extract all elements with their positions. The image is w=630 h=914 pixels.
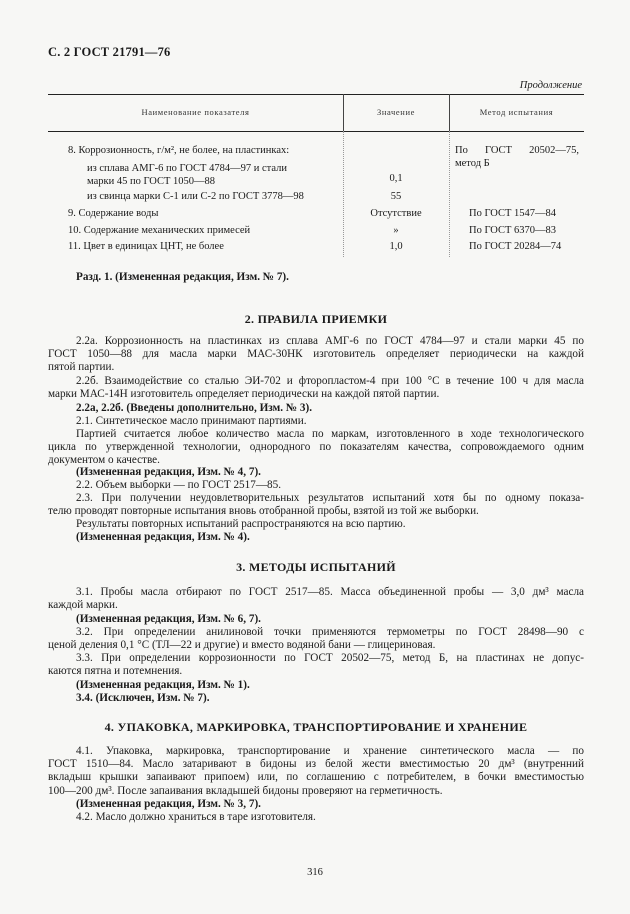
para-3-1-line2: каждой марки. bbox=[48, 599, 118, 612]
section3-title: 3. МЕТОДЫ ИСПЫТАНИЙ bbox=[236, 560, 396, 574]
para-3-3-line1: 3.3. При определении коррозионности по ГОСТ 20502—75, метод Б, на пластинах не допус- bbox=[76, 652, 584, 664]
table-header-rule bbox=[48, 131, 584, 132]
row11-method: По ГОСТ 20284—74 bbox=[469, 241, 562, 252]
row11-value: 1,0 bbox=[389, 241, 403, 252]
para-2-2a-line3: пятой партии. bbox=[48, 361, 115, 374]
note-3-7: (Измененная редакция, Изм. № 3, 7). bbox=[76, 798, 261, 810]
para-2-3-line2: телю проводят повторные испытания вновь отобранной пробы, взятой из той же выборки. bbox=[48, 505, 479, 518]
para-2-2b bbox=[48, 375, 584, 401]
row10-value: » bbox=[393, 225, 399, 236]
note-1: (Измененная редакция, Изм. № 1). bbox=[76, 679, 250, 691]
note-6-7: (Измененная редакция, Изм. № 6, 7). bbox=[76, 613, 261, 625]
para-3-2 bbox=[48, 626, 584, 652]
para-party-line3: документом о качестве. bbox=[48, 454, 160, 467]
row8-sub2-line1: из свинца марки С-1 или С-2 по ГОСТ 3778—98 bbox=[87, 191, 304, 202]
section1-amendment-note: Разд. 1. (Измененная редакция, Изм. № 7). bbox=[76, 271, 289, 283]
para-3-3 bbox=[48, 652, 584, 678]
para-2-2b-line2: марки МАС-14Н изготовитель определяет периодически на каждой пятой партии. bbox=[48, 388, 440, 401]
para-party bbox=[48, 428, 584, 468]
row8-sub1-line2: марки 45 по ГОСТ 1050—88 bbox=[87, 176, 216, 187]
row9-method: По ГОСТ 1547—84 bbox=[469, 208, 557, 219]
column-header-value: Значение bbox=[377, 107, 415, 117]
para-4-1-line3: вкладыш крышки запаивают припоем) или, по соглашению с потребителем, в бочки вместимостью bbox=[48, 771, 584, 784]
row8-sub2-value: 55 bbox=[390, 191, 402, 202]
row8-method-line2: метод Б bbox=[455, 158, 490, 169]
para-2-1: 2.1. Синтетическое масло принимают партиями. bbox=[76, 415, 307, 427]
para-3-4: 3.4. (Исключен, Изм. № 7). bbox=[76, 692, 210, 704]
section4-title: 4. УПАКОВКА, МАРКИРОВКА, ТРАНСПОРТИРОВАНИЕ И ХРАНЕНИЕ bbox=[104, 720, 528, 734]
para-2-2b-line1: 2.2б. Взаимодействие со сталью ЭИ-702 и фторопластом-4 при 100 °С в течение 100 ч для масла bbox=[76, 375, 584, 387]
row10-name: 10. Содержание механических примесей bbox=[68, 225, 251, 236]
page-header: С. 2 ГОСТ 21791—76 bbox=[48, 45, 171, 59]
para-party-line2: цикла по утвержденной технологии, однородного по показателям качества, сопровождаемого одним bbox=[48, 441, 584, 454]
para-4-1-line4: 100—200 дм³. После запаивания вкладышей бидоны проверяют на герметичность. bbox=[48, 784, 443, 797]
para-3-2-line1: 3.2. При определении анилиновой точки применяются термометры по ГОСТ 28498—90 с bbox=[76, 626, 584, 638]
para-4-2: 4.2. Масло должно храниться в таре изготовителя. bbox=[76, 811, 316, 823]
page-number: 316 bbox=[307, 867, 323, 878]
row8-name: 8. Коррозионность, г/м², не более, на пластинках: bbox=[68, 145, 290, 156]
para-3-1 bbox=[48, 586, 584, 612]
para-2-2: 2.2. Объем выборки — по ГОСТ 2517—85. bbox=[76, 479, 282, 491]
column-header-name: Наименование показателя bbox=[141, 107, 250, 117]
para-2-2a-line1: 2.2а. Коррозионность на пластинках из сплава АМГ-6 по ГОСТ 4784—97 и стали марки 45 по bbox=[76, 335, 584, 347]
para-2-3 bbox=[48, 492, 584, 518]
para-2-2a bbox=[48, 335, 584, 375]
para-party-line1: Партией считается любое количество масла по маркам, изготовленного в ходе технологического bbox=[76, 428, 584, 440]
para-3-3-line2: каются пятна и потемнения. bbox=[48, 665, 183, 678]
para-3-2-line2: ценой деления 0,1 °С (ТЛ—22 и другие) и вместо водяной бани — глицериновая. bbox=[48, 639, 436, 652]
table-top-rule bbox=[48, 94, 584, 95]
para-results: Результаты повторных испытаний распространяются на всю партию. bbox=[76, 518, 406, 530]
row11-name: 11. Цвет в единицах ЦНТ, не более bbox=[68, 241, 224, 252]
para-2-2a-line2: ГОСТ 1050—88 для масла марки МАС-30НК изготовитель определяет периодически на каждой bbox=[48, 348, 584, 361]
para-3-1-line1: 3.1. Пробы масла отбирают по ГОСТ 2517—85. Масса объединенной пробы — 3,0 дм³ масла bbox=[76, 586, 584, 598]
row8-method-line1: По ГОСТ 20502—75, bbox=[455, 145, 579, 156]
note-2-2: 2.2а, 2.2б. (Введены дополнительно, Изм. № 3). bbox=[76, 402, 313, 414]
note-4-7: (Измененная редакция, Изм. № 4, 7). bbox=[76, 466, 261, 478]
para-4-1-line1: 4.1. Упаковка, маркировка, транспортирование и хранение синтетического масла — по bbox=[76, 745, 584, 757]
continuation-label: Продолжение bbox=[519, 80, 582, 91]
table-col-divider bbox=[449, 131, 450, 257]
section2-title: 2. ПРАВИЛА ПРИЕМКИ bbox=[244, 312, 388, 326]
para-2-3-line1: 2.3. При получении неудовлетворительных результатов испытаний хотя бы по одному показа- bbox=[76, 492, 584, 504]
note-4: (Измененная редакция, Изм. № 4). bbox=[76, 531, 250, 543]
row10-method: По ГОСТ 6370—83 bbox=[469, 225, 557, 236]
row9-name: 9. Содержание воды bbox=[68, 208, 159, 219]
row8-sub1-value: 0,1 bbox=[389, 173, 403, 184]
para-4-1 bbox=[48, 745, 584, 798]
para-4-1-line2: ГОСТ 1510—84. Масло затаривают в бидоны из белой жести вместимостью 20 дм³ (внутренний bbox=[48, 758, 584, 771]
column-header-method: Метод испытания bbox=[479, 107, 554, 117]
row9-value: Отсутствие bbox=[370, 208, 422, 219]
row8-sub1-line1: из сплава АМГ-6 по ГОСТ 4784—97 и стали bbox=[87, 163, 287, 174]
